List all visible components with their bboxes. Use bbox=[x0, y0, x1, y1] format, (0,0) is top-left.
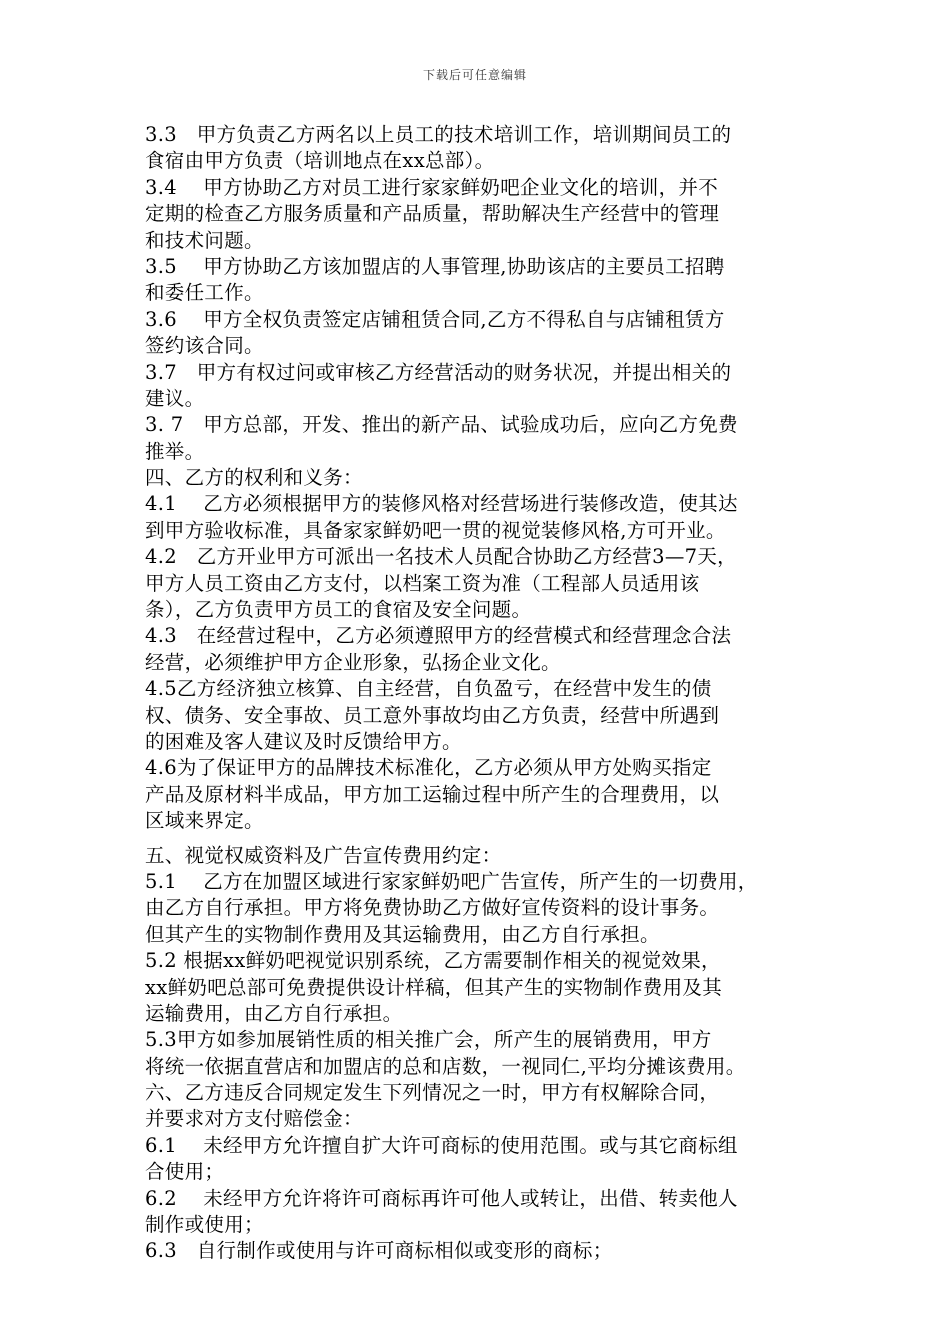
text-line: 4.5乙方经济独立核算、自主经营，自负盈亏，在经营中发生的债 bbox=[145, 677, 712, 701]
text-line: 5.1 乙方在加盟区域进行家家鲜奶吧广告宣传，所产生的一切费用， bbox=[145, 869, 758, 893]
text-line: 3.5 甲方协助乙方该加盟店的人事管理,协助该店的主要员工招聘 bbox=[145, 254, 725, 278]
text-line: 建议。 bbox=[145, 386, 205, 410]
text-line: 权、债务、安全事故、员工意外事故均由乙方负责，经营中所遇到 bbox=[145, 703, 720, 727]
text-line: 4.3 在经营过程中，乙方必须遵照甲方的经营模式和经营理念合法 bbox=[145, 624, 732, 648]
text-line: 产品及原材料半成品，甲方加工运输过程中所产生的合理费用，以 bbox=[145, 782, 720, 806]
text-line: 和技术问题。 bbox=[145, 228, 264, 252]
text-line: 运输费用，由乙方自行承担。 bbox=[145, 1001, 403, 1025]
text-line: 食宿由甲方负责（培训地点在xx总部）。 bbox=[145, 149, 495, 173]
text-line: 4.1 乙方必须根据甲方的装修风格对经营场进行装修改造，使其达 bbox=[145, 492, 738, 516]
text-line: 将统一依据直营店和加盟店的总和店数，一视同仁,平均分摊该费用。 bbox=[145, 1054, 746, 1078]
text-line: 4.6为了保证甲方的品牌技术标准化，乙方必须从甲方处购买指定 bbox=[145, 756, 712, 780]
text-line: 3. 7 甲方总部，开发、推出的新产品、试验成功后，应向乙方免费 bbox=[145, 413, 738, 437]
text-line: 3.7 甲方有权过问或审核乙方经营活动的财务状况，并提出相关的 bbox=[145, 360, 732, 384]
text-line: 5.3甲方如参加展销性质的相关推广会，所产生的展销费用，甲方 bbox=[145, 1028, 712, 1052]
text-line: 3.3 甲方负责乙方两名以上员工的技术培训工作，培训期间员工的 bbox=[145, 123, 732, 146]
text-line: 甲方人员工资由乙方支付，以档案工资为准（工程部人员适用该 bbox=[145, 571, 700, 595]
text-line: 经营，必须维护甲方企业形象，弘扬企业文化。 bbox=[145, 650, 561, 674]
text-line: 和委任工作。 bbox=[145, 281, 264, 305]
text-line: 3.6 甲方全权负责签定店铺租赁合同,乙方不得私自与店铺租赁方 bbox=[145, 307, 725, 331]
text-line: 并要求对方支付赔偿金： bbox=[145, 1107, 363, 1131]
text-line: 5.2 根据xx鲜奶吧视觉识别系统，乙方需要制作相关的视觉效果， bbox=[145, 949, 721, 973]
text-line: 条），乙方负责甲方员工的食宿及安全问题。 bbox=[145, 598, 532, 622]
text-line: 6.3 自行制作或使用与许可商标相似或变形的商标； bbox=[145, 1239, 613, 1263]
text-line: 到甲方验收标准，具备家家鲜奶吧一贯的视觉装修风格,方可开业。 bbox=[145, 518, 726, 542]
text-line: 四、乙方的权利和义务： bbox=[145, 466, 363, 490]
text-line: 合使用； bbox=[145, 1160, 225, 1184]
text-line: 的困难及客人建议及时反馈给甲方。 bbox=[145, 729, 462, 753]
text-line: 3.4 甲方协助乙方对员工进行家家鲜奶吧企业文化的培训，并不 bbox=[145, 175, 719, 199]
text-line: 但其产生的实物制作费用及其运输费用，由乙方自行承担。 bbox=[145, 922, 660, 946]
text-line: 6.2 未经甲方允许将许可商标再许可他人或转让，出借、转卖他人 bbox=[145, 1186, 738, 1210]
paragraph-gap bbox=[145, 835, 815, 843]
text-line: 推举。 bbox=[145, 439, 205, 463]
text-line: 6.1 未经甲方允许擅自扩大许可商标的使用范围。或与其它商标组 bbox=[145, 1133, 738, 1157]
text-line: 六、乙方违反合同规定发生下列情况之一时，甲方有权解除合同， bbox=[145, 1081, 720, 1105]
text-line: xx鲜奶吧总部可免费提供设计样稿，但其产生的实物制作费用及其 bbox=[145, 975, 722, 999]
text-line: 签约该合同。 bbox=[145, 334, 264, 358]
text-line: 五、视觉权威资料及广告宣传费用约定： bbox=[145, 843, 502, 867]
text-line: 由乙方自行承担。甲方将免费协助乙方做好宣传资料的设计事务。 bbox=[145, 896, 720, 920]
text-line: 区域来界定。 bbox=[145, 809, 264, 833]
header-note: 下载后可任意编辑 bbox=[422, 68, 527, 82]
text-line: 4.2 乙方开业甲方可派出一名技术人员配合协助乙方经营3—7天， bbox=[145, 545, 737, 569]
text-line: 定期的检查乙方服务质量和产品质量，帮助解决生产经营中的管理 bbox=[145, 202, 720, 226]
contract-body bbox=[145, 122, 815, 1265]
text-line: 制作或使用； bbox=[145, 1213, 264, 1237]
